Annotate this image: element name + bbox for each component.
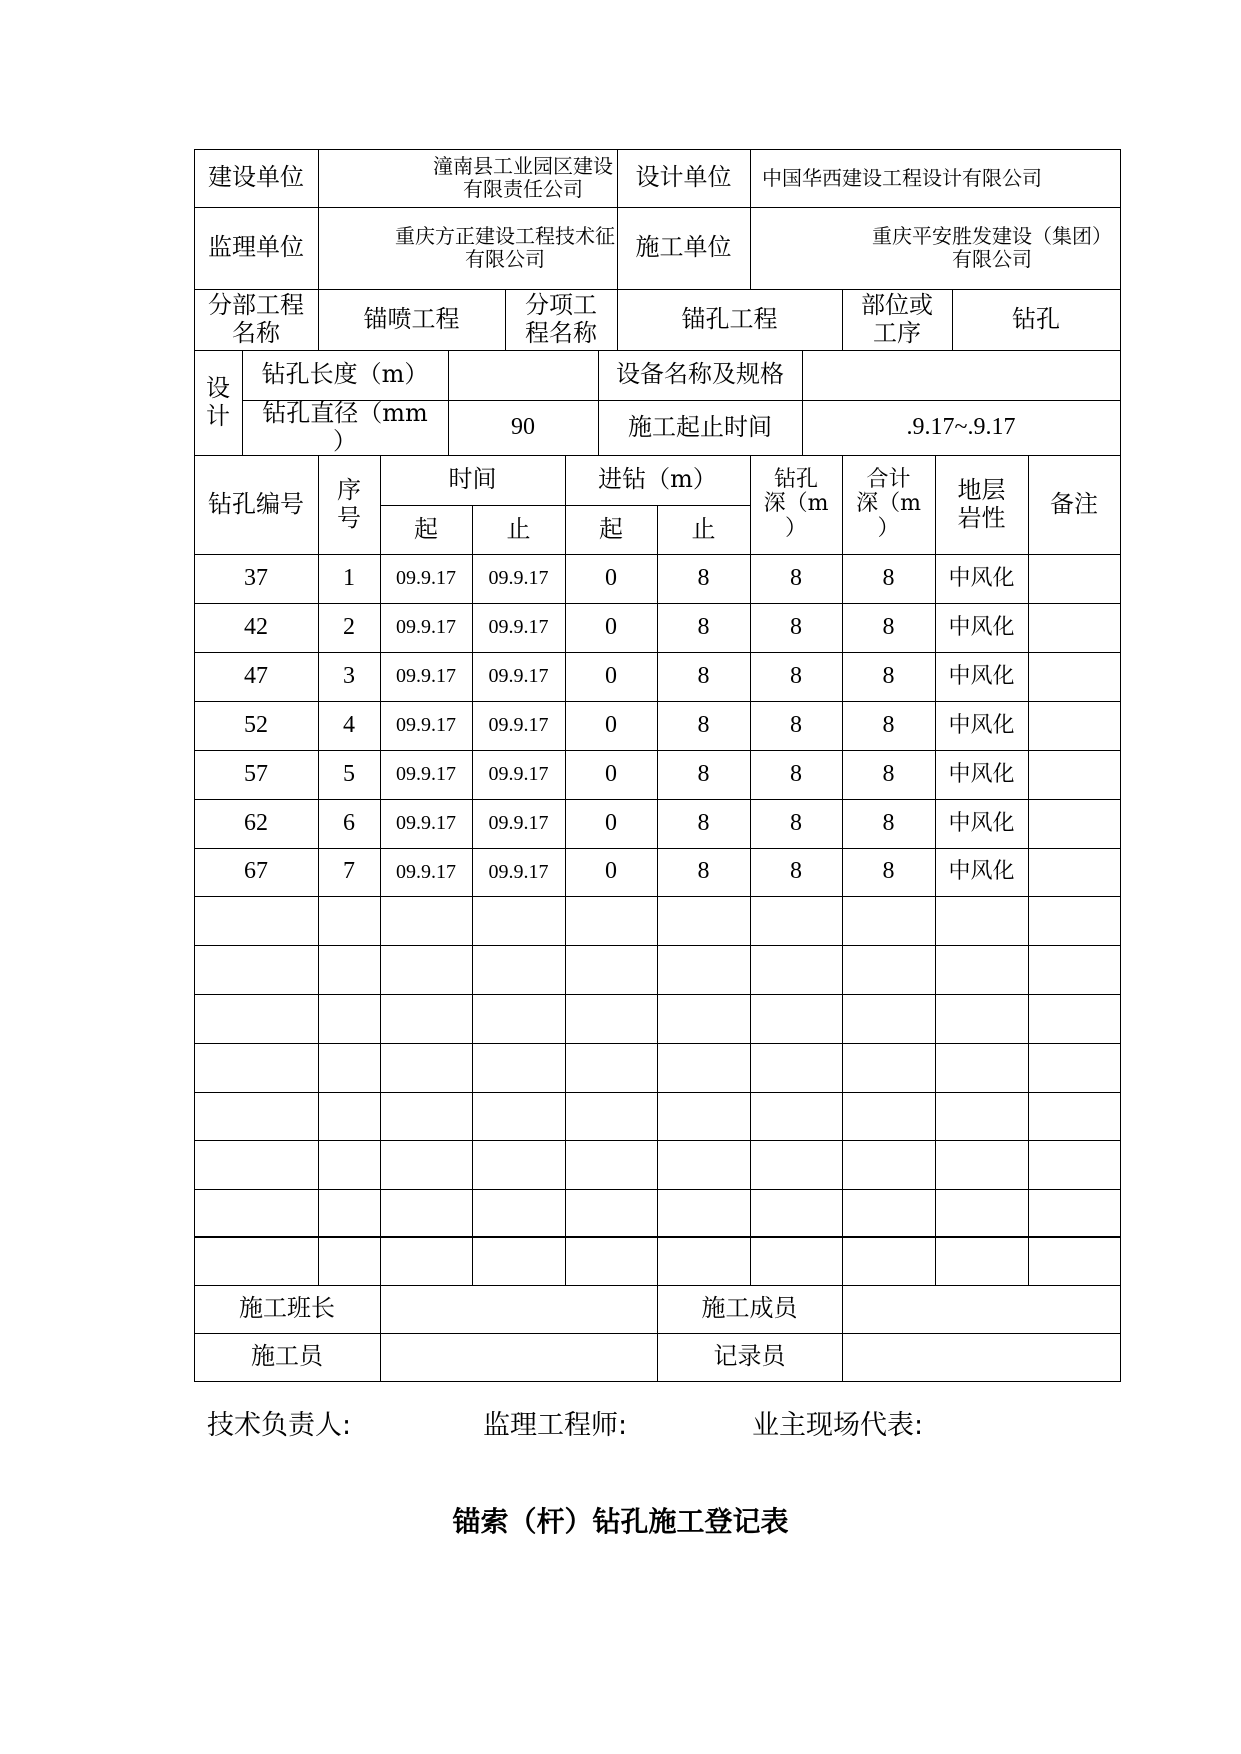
supervisor-signature: 监理工程师: [483, 1410, 628, 1441]
recorder-value [842, 1333, 1120, 1381]
drill-length-value [448, 350, 598, 400]
drill-end: 8 [697, 711, 710, 738]
seq-number: 5 [343, 760, 355, 787]
time-end: 09.9.17 [488, 665, 549, 687]
seq-number: 3 [343, 662, 355, 689]
col-drill-end: 止 [691, 514, 716, 543]
time-end: 09.9.17 [488, 812, 549, 834]
foreman-value [380, 1285, 657, 1333]
remark [1028, 848, 1120, 896]
construction-period-value: .9.17~.9.17 [906, 413, 1016, 440]
design-unit-label: 设计单位 [635, 163, 732, 192]
supervise-unit-value: 重庆方正建设工程技术征 有限公司 [395, 224, 615, 271]
hole-depth: 8 [790, 809, 802, 836]
hole-number: 57 [244, 760, 268, 787]
seq-number: 4 [343, 711, 355, 738]
seq-number: 7 [343, 858, 355, 885]
stratum: 中风化 [948, 614, 1015, 640]
drill-start: 0 [605, 662, 617, 689]
stratum: 中风化 [948, 663, 1015, 689]
worker-value [380, 1333, 657, 1381]
col-time: 时间 [448, 465, 497, 494]
drill-length-label: 钻孔长度（m） [261, 360, 429, 389]
drill-diameter-value: 90 [511, 413, 535, 440]
build-unit-value: 潼南县工业园区建设 有限责任公司 [433, 154, 613, 201]
tech-lead-signature: 技术负责人: [207, 1410, 352, 1441]
stratum: 中风化 [948, 565, 1015, 591]
col-drill-start: 起 [599, 514, 623, 543]
equipment-label: 设备名称及规格 [616, 360, 784, 389]
time-start: 09.9.17 [396, 860, 456, 883]
hole-depth: 8 [790, 760, 802, 787]
form-title: 锚索（杆）钻孔施工登记表 [452, 1505, 789, 1538]
total-depth: 8 [882, 662, 895, 689]
time-start: 09.9.17 [396, 812, 456, 834]
hole-number: 67 [244, 858, 268, 885]
drill-end: 8 [697, 564, 710, 591]
remark [1028, 799, 1120, 848]
col-time-start: 起 [414, 514, 438, 543]
total-depth: 8 [882, 809, 895, 836]
equipment-value [802, 350, 1120, 400]
drill-diameter-label: 钻孔直径（mm ） [262, 398, 428, 455]
item-project-label: 分项工 程名称 [525, 290, 597, 347]
remark [1028, 603, 1120, 652]
hole-number: 47 [244, 662, 268, 689]
hole-depth: 8 [790, 858, 802, 885]
col-remark: 备注 [1050, 489, 1098, 518]
col-hole-no: 钻孔编号 [208, 489, 304, 518]
total-depth: 8 [882, 564, 895, 591]
drill-start: 0 [605, 858, 617, 885]
time-start: 09.9.17 [396, 714, 456, 736]
sub-project-value: 锚喷工程 [363, 304, 460, 333]
members-value [842, 1285, 1120, 1333]
stratum: 中风化 [948, 761, 1015, 787]
sub-project-label: 分部工程 名称 [208, 290, 304, 347]
remark [1028, 554, 1120, 603]
drill-start: 0 [605, 564, 617, 591]
time-end: 09.9.17 [488, 714, 549, 736]
owner-rep-signature: 业主现场代表: [752, 1410, 924, 1441]
col-drill: 进钻（m） [598, 465, 717, 494]
seq-number: 6 [343, 809, 355, 836]
design-unit-value: 中国华西建设工程设计有限公司 [762, 165, 1042, 190]
time-start: 09.9.17 [396, 763, 456, 785]
construction-period-label: 施工起止时间 [628, 412, 772, 441]
build-unit-label: 建设单位 [208, 163, 304, 192]
drill-end: 8 [697, 760, 710, 787]
hole-depth: 8 [790, 613, 802, 640]
time-start: 09.9.17 [396, 665, 456, 687]
drill-end: 8 [697, 809, 710, 836]
drill-start: 0 [605, 760, 617, 787]
construct-unit-label: 施工单位 [635, 233, 732, 262]
total-depth: 8 [882, 760, 895, 787]
item-project-value: 锚孔工程 [681, 304, 778, 333]
time-end: 09.9.17 [488, 860, 549, 883]
time-end: 09.9.17 [488, 567, 549, 589]
remark [1028, 750, 1120, 799]
remark [1028, 652, 1120, 701]
drill-end: 8 [697, 858, 710, 885]
time-end: 09.9.17 [488, 763, 549, 785]
time-end: 09.9.17 [488, 616, 549, 638]
drill-start: 0 [605, 711, 617, 738]
position-label: 部位或 工序 [861, 290, 933, 347]
hole-number: 52 [244, 711, 268, 738]
stratum: 中风化 [948, 859, 1015, 885]
stratum: 中风化 [948, 712, 1015, 738]
position-value: 钻孔 [1012, 304, 1060, 333]
foreman-label: 施工班长 [239, 1294, 335, 1323]
seq-number: 1 [343, 564, 355, 591]
seq-number: 2 [343, 613, 355, 640]
hole-number: 62 [244, 809, 268, 836]
col-stratum: 地层 岩性 [957, 475, 1006, 532]
drill-start: 0 [605, 613, 617, 640]
col-seq: 序 号 [337, 475, 361, 532]
total-depth: 8 [882, 858, 895, 885]
stratum: 中风化 [948, 810, 1015, 836]
drill-start: 0 [605, 809, 617, 836]
total-depth: 8 [882, 613, 895, 640]
time-start: 09.9.17 [396, 567, 456, 589]
hole-number: 42 [244, 613, 268, 640]
hole-depth: 8 [790, 564, 802, 591]
col-time-end: 止 [506, 514, 531, 543]
worker-label: 施工员 [251, 1342, 323, 1371]
construct-unit-value: 重庆平安胜发建设（集团） 有限公司 [872, 224, 1112, 271]
col-total-depth: 合计 深（m ） [856, 467, 921, 541]
drill-end: 8 [697, 662, 710, 689]
recorder-label: 记录员 [713, 1342, 786, 1371]
hole-number: 37 [244, 564, 268, 591]
supervise-unit-label: 监理单位 [208, 233, 304, 262]
hole-depth: 8 [790, 662, 802, 689]
members-label: 施工成员 [701, 1294, 798, 1323]
time-start: 09.9.17 [396, 616, 456, 638]
col-depth: 钻孔 深（m ） [763, 467, 829, 541]
design-label: 设 计 [206, 373, 230, 430]
drill-end: 8 [697, 613, 710, 640]
hole-depth: 8 [790, 711, 802, 738]
remark [1028, 701, 1120, 750]
total-depth: 8 [882, 711, 895, 738]
